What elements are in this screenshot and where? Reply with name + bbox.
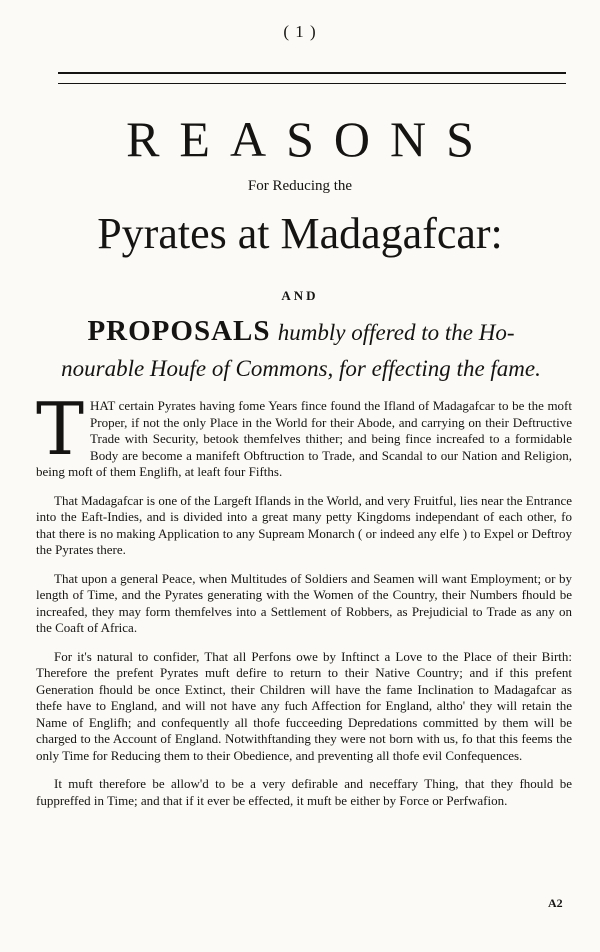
subtitle-pyrates: Pyrates at Madagafcar: — [97, 209, 503, 258]
proposals-rest-2: nourable Houfe of Commons, for effecting the fame. — [61, 356, 541, 381]
and-heading: AND — [281, 288, 319, 303]
paragraph-3: That upon a general Peace, when Multitudes of Soldiers and Seamen will want Employment; or by length of Time, and the Pyrates generating with the Women of the Country, their Numbers fhould be increafed, they may form themfelves into a Settlement of Robbers, as Prejudicial to Trade as any on the Coaft of Africa. — [36, 570, 572, 635]
subtitle-for-reducing: For Reducing the — [247, 178, 353, 194]
top-rule-thin — [58, 83, 566, 84]
drop-cap: T — [36, 387, 85, 471]
paragraph-2: That Madagafcar is one of the Largeft Iflands in the World, and very Fruitful, lies near the Entrance into the Eaft-Indies, and is divided into a great many petty Kingdoms independant of each other, fo that there is no making Application to any Supream Monarch ( or indeed any elfe ) to Expel or Deftroy the Pyrates there. — [36, 492, 572, 557]
proposals-rest-1: humbly offered to the Ho- — [277, 320, 515, 345]
proposals-heading — [36, 314, 566, 386]
body-text — [36, 387, 572, 821]
paragraph-4: For it's natural to confider, That all Perfons owe by Inftinct a Love to the Place of their Birth: Therefore the prefent Pyrates muft defire to return to their Native Country; and if this prefent Generation fhould be once Extinct, their Children will have the fame Inclination to Madagafcar as thefe have to England, and will not have any fuch Affection for England, altho' they will retain the Name of Englifh; and confequently all thofe fucceeding Depredations committed by them will be charged to the Account of England. Notwithftanding they were not born with us, fo that this feems the only Time for Reducing them to their Obedience, and preventing all thofe evil Confequences. — [36, 648, 572, 763]
proposals-word: PROPOSALS — [87, 315, 271, 347]
title-reasons: REASONS — [126, 111, 494, 167]
paragraph-5: It muft therefore be allow'd to be a very defirable and neceffary Thing, that they fhould be fuppreffed in Time; and that if it ever be effected, it muft be either by Force or Perfwafion. — [36, 776, 572, 808]
paragraph-1 — [36, 387, 572, 481]
signature-mark: A2 — [548, 896, 563, 910]
page-number: ( 1 ) — [283, 22, 317, 41]
top-rule-thick — [58, 72, 566, 74]
paragraph-1-text: HAT certain Pyrates having fome Years fince found the Ifland of Madagafcar to be the moft Proper, if not the only Place in the World for their Abode, and carrying on their Deftructive Trade with Security, betook themfelves thither; and being fince increafed to a formidable Body are become a manifeft Obftruction to Trade, and Scandal to our Nation and Religion, being moft of them Englifh, at leaft four Fifths. — [36, 398, 572, 479]
